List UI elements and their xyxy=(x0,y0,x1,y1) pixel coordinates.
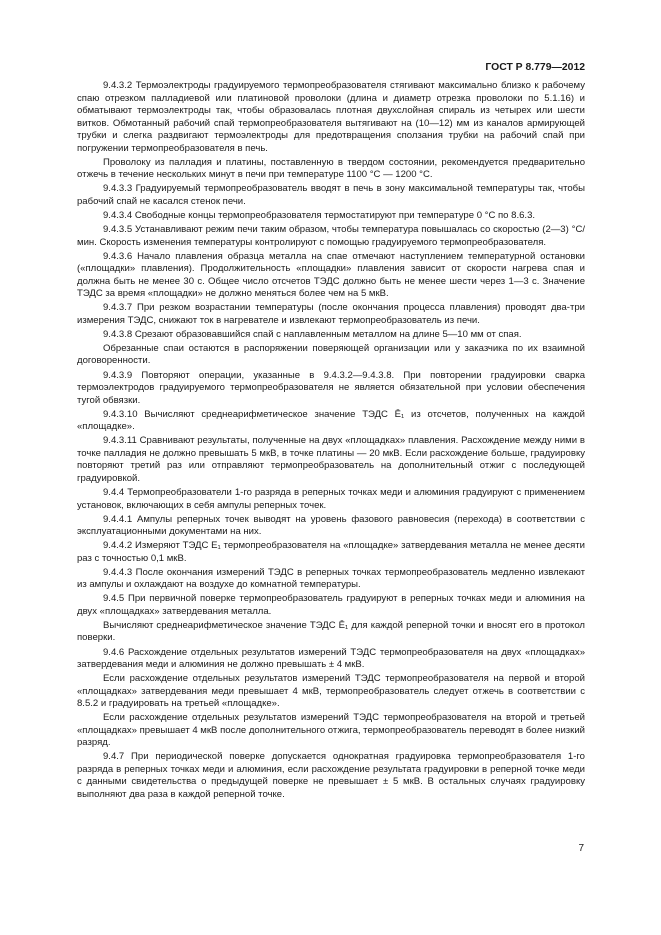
paragraph-9-4-5: 9.4.5 При первичной поверке термопреобразователь градуируют в реперных точках меди и алюминия на двух «площадках» затвердевания металла. xyxy=(77,593,585,617)
paragraph: Проволоку из палладия и платины, поставленную в твердом состоянии, рекомендуется предварительно отжечь в течение нескольких минут в печи при температуре 1100 °С — 1200 °С. xyxy=(77,156,585,181)
paragraph-9-4-4-2: 9.4.4.2 Измеряют ТЭДС E₁ термопреобразователя на «площадке» затвердевания металла не менее десяти раз с точностью 0,1 мкВ. xyxy=(77,540,585,564)
paragraph-9-4-3-7: 9.4.3.7 При резком возрастании температуры (после окончания процесса плавления) проводят два-три измерения ТЭДС, снижают ток в нагревателе и извлекают термопреобразователь из печи. xyxy=(77,302,585,326)
paragraph: Вычисляют среднеарифметическое значение ТЭДС Ē₁ для каждой реперной точки и вносят его в протокол поверки. xyxy=(77,619,585,644)
paragraph-9-4-3-3: 9.4.3.3 Градуируемый термопреобразователь вводят в печь в зону максимальной температуры так, чтобы рабочий спай не касался стенок печи. xyxy=(77,183,585,207)
paragraph-9-4-4-3: 9.4.4.3 После окончания измерений ТЭДС в реперных точках термопреобразователь медленно извлекают из ампулы и охлаждают на воздухе до комнатной температуры. xyxy=(77,566,585,591)
paragraph-9-4-3-2: 9.4.3.2 Термоэлектроды градуируемого термопреобразователя стягивают максимально близко к рабочему спаю отрезком палладиевой или платиновой проволоки (длина и диаметр отрезка проволоки по 5.1.16) и обматывают термоэлектроды так, чтобы образовалась плотная двухслойная спираль из четырех или шести витков. Обмотанный рабочий спай термопреобразователя вытягивают на (10—12) мм из каналов армирующей трубки и слегка раздвигают термоэлектроды для предотвращения сползания трубки на рабочий спай при погружении термопреобразователя в печь. xyxy=(77,80,585,154)
paragraph-9-4-4-1: 9.4.4.1 Ампулы реперных точек выводят на уровень фазового равновесия (перехода) в соответствии с эксплуатационными документами на них. xyxy=(77,513,585,538)
paragraph-9-4-7: 9.4.7 При периодической поверке допускается однократная градуировка термопреобразователя 1-го разряда в реперных точках меди и алюминия, если расхождение результата градуировки в реперной точке меди с данными свидетельства о предыдущей поверке не превышает ± 5 мкВ. В остальных случаях градуировку выполняют два раза в каждой реперной точке. xyxy=(77,751,585,801)
paragraph-9-4-3-11: 9.4.3.11 Сравнивают результаты, полученные на двух «площадках» плавления. Расхождение между ними в точке палладия не должно превышать 5 мкВ, в точке платины — 20 мкВ. Если расхождение больше, градуировку повторяют третий раз или отправляют термопреобразователь на дополнительный отжиг с последующей градуировкой. xyxy=(77,435,585,484)
paragraph-9-4-3-8: 9.4.3.8 Срезают образовавшийся спай с наплавленным металлом на длине 5—10 мм от спая. xyxy=(103,328,522,340)
paragraph: Обрезанные спаи остаются в распоряжении поверяющей организации или у заказчика по их взаимной договоренности. xyxy=(77,342,585,367)
paragraph-9-4-6: 9.4.6 Расхождение отдельных результатов измерений ТЭДС термопреобразователя на двух «площадках» затвердевания меди и алюминия не должно превышать ± 4 мкВ. xyxy=(77,646,585,671)
paragraph-9-4-3-9: 9.4.3.9 Повторяют операции, указанные в 9.4.3.2—9.4.3.8. При повторении градуировки сварка термоэлектродов градуируемого термопреобразователя не является обязательной при условии обеспечения тугой обвязки. xyxy=(77,369,585,406)
document-body xyxy=(77,80,585,802)
paragraph-9-4-3-10: 9.4.3.10 Вычисляют среднеарифметическое значение ТЭДС Ē₁ из отсчетов, полученных на каждой «площадке». xyxy=(77,408,585,433)
page-number: 7 xyxy=(578,843,584,854)
paragraph: Если расхождение отдельных результатов измерений ТЭДС термопреобразователя на первой и второй «площадках» затвердевания меди превышает 4 мкВ, термопреобразователь следует отжечь в соответствии с 8.5.2 и градуировать на третьей «площадке». xyxy=(77,673,585,710)
paragraph-9-4-3-6: 9.4.3.6 Начало плавления образца металла на спае отмечают наступлением температурной остановки («площадки» плавления). Продолжительность «площадки» плавления зависит от скорости нагрева спая и должна быть не менее 30 с. Общее число отсчетов ТЭДС должно быть не менее шести через 1—3 с. Значение ТЭДС за время «площадки» не должно меняться более чем на 5 мкВ. xyxy=(77,250,585,300)
paragraph: Если расхождение отдельных результатов измерений ТЭДС термопреобразователя на второй и третьей «площадках» превышает 4 мкВ после дополнительного отжига, термопреобразователь переводят в более низкий разряд. xyxy=(77,712,586,749)
paragraph-9-4-3-4: 9.4.3.4 Свободные концы термопреобразователя термостатируют при температуре 0 °С по 8.6.3. xyxy=(103,209,536,221)
document-header: ГОСТ Р 8.779—2012 xyxy=(485,62,585,73)
paragraph-9-4-4: 9.4.4 Термопреобразователи 1-го разряда в реперных точках меди и алюминия градуируют с применением установок, включающих в себя ампулы реперных точек. xyxy=(77,486,585,511)
paragraph-9-4-3-5: 9.4.3.5 Устанавливают режим печи таким образом, чтобы температура повышалась со скоростью (2—3) °С/мин. Скорость изменения температуры контролируют с помощью градуируемого термопреобразователя. xyxy=(77,224,585,248)
